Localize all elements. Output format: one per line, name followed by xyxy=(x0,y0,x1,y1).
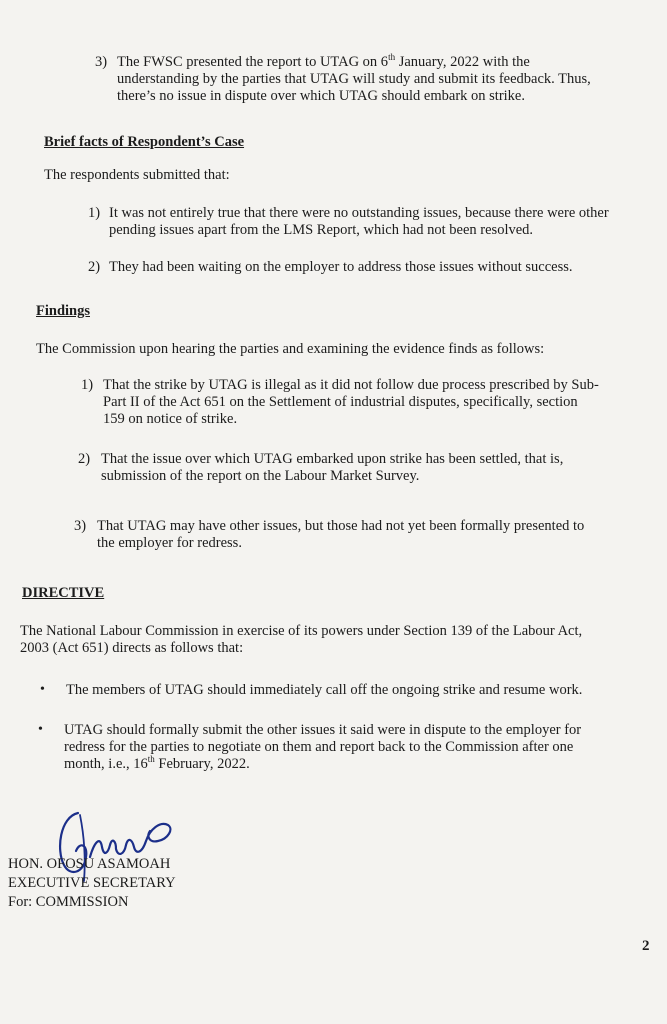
signatory-title: EXECUTIVE SECRETARY xyxy=(8,875,176,891)
item-line: pending issues apart from the LMS Report, which had not been resolved. xyxy=(109,222,534,238)
bullet-icon: • xyxy=(38,722,43,737)
bullet-line: month, i.e., 16th February, 2022. xyxy=(64,754,250,772)
respondent-heading: Brief facts of Respondent’s Case xyxy=(44,134,245,150)
directive-intro-line: The National Labour Commission in exercise of its powers under Section 139 of the Labour Act, xyxy=(20,623,583,639)
directive-bullet-2 xyxy=(38,722,653,773)
respondent-item-1 xyxy=(88,205,658,239)
item-line: the employer for redress. xyxy=(97,535,242,551)
item-number: 2) xyxy=(88,259,101,275)
item-number: 2) xyxy=(78,451,91,467)
item-line: That the issue over which UTAG embarked upon strike has been settled, that is, xyxy=(101,451,564,467)
respondent-item-2 xyxy=(88,259,658,276)
signatory-block xyxy=(8,855,176,912)
item-number: 3) xyxy=(74,518,87,534)
finding-item-1 xyxy=(81,377,656,428)
directive-bullet-1 xyxy=(40,682,650,699)
finding-item-2 xyxy=(78,451,653,485)
directive-intro-line: 2003 (Act 651) directs as follows that: xyxy=(20,640,244,656)
bullet-line: UTAG should formally submit the other issues it said were in dispute to the employer for xyxy=(64,722,582,738)
findings-intro: The Commission upon hearing the parties and examining the evidence finds as follows: xyxy=(36,341,545,357)
item-line: That UTAG may have other issues, but those had not yet been formally presented to xyxy=(97,518,585,534)
bullet-line: redress for the parties to negotiate on them and report back to the Commission after one xyxy=(64,739,574,755)
item-number: 1) xyxy=(88,205,101,221)
item-number: 3) xyxy=(95,54,108,70)
directive-intro xyxy=(20,623,660,657)
finding-item-3 xyxy=(74,518,654,552)
item-line: submission of the report on the Labour Market Survey. xyxy=(101,468,420,484)
item-line: there’s no issue in dispute over which UTAG should embark on strike. xyxy=(117,88,525,104)
item-line: They had been waiting on the employer to address those issues without success. xyxy=(109,259,573,275)
signatory-name: HON. OFOSU ASAMOAH xyxy=(8,856,171,872)
item-line: 159 on notice of strike. xyxy=(103,411,238,427)
item-line: The FWSC presented the report to UTAG on 6th January, 2022 with the xyxy=(117,52,530,70)
item-line: Part II of the Act 651 on the Settlement of industrial disputes, specifically, section xyxy=(103,394,578,410)
page-number: 2 xyxy=(642,938,650,954)
findings-heading: Findings xyxy=(36,303,90,319)
item-number: 1) xyxy=(81,377,94,393)
item-line: It was not entirely true that there were no outstanding issues, because there were other xyxy=(109,205,609,221)
item-line: understanding by the parties that UTAG will study and submit its feedback. Thus, xyxy=(117,71,591,87)
bullet-line: The members of UTAG should immediately call off the ongoing strike and resume work. xyxy=(66,682,583,698)
prev-item-3 xyxy=(95,54,655,105)
item-line: That the strike by UTAG is illegal as it did not follow due process prescribed by Sub- xyxy=(103,377,599,393)
directive-heading: DIRECTIVE xyxy=(22,585,105,601)
signatory-for: For: COMMISSION xyxy=(8,894,129,910)
respondent-intro: The respondents submitted that: xyxy=(44,167,230,183)
bullet-icon: • xyxy=(40,682,45,697)
